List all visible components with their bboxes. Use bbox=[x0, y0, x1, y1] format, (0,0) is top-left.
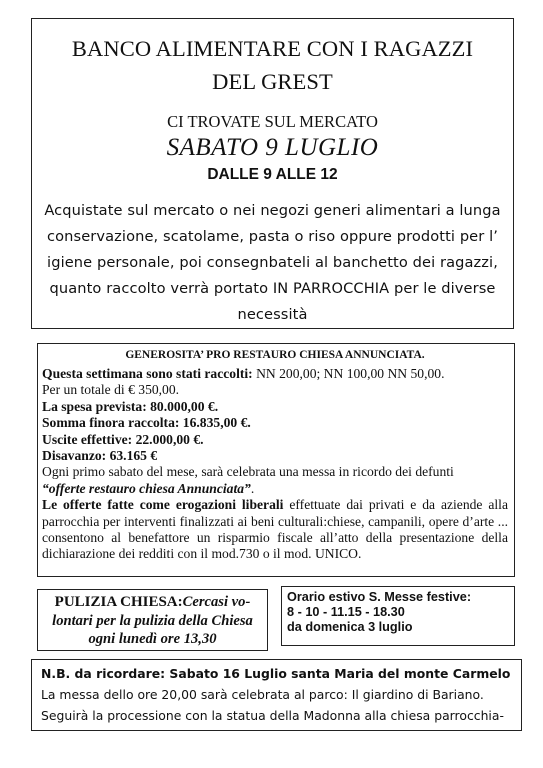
monthly-mass-text: Ogni primo sabato del mese, sarà celebrata una messa in ricordo dei defunti bbox=[42, 464, 454, 480]
total-line: Per un totale di € 350,00. bbox=[42, 382, 180, 398]
cleaning-line3: ogni lunedì ore 13,30 bbox=[88, 631, 217, 647]
announcement-body-line: conservazione, scatolame, pasta o riso oppure prodotti per l’ bbox=[47, 228, 498, 245]
reminder-line1: La messa dello ore 20,00 sarà celebrata al parco: Il giardino di Bariano. bbox=[41, 687, 484, 702]
cleaning-line1 bbox=[38, 593, 267, 612]
deficit-line: Disavanzo: 63.165 € bbox=[42, 448, 158, 464]
collected-line bbox=[42, 366, 508, 382]
mass-schedule-from: da domenica 3 luglio bbox=[287, 620, 413, 634]
monthly-mass-end: . bbox=[250, 480, 255, 496]
outgoing-line: Uscite effettive: 22.000,00 €. bbox=[42, 431, 204, 447]
tax-deduction-label: Le offerte fatte come erogazioni liberali bbox=[42, 497, 284, 513]
generosity-title: GENEROSITA’ PRO RESTAURO CHIESA ANNUNCIATA. bbox=[125, 349, 425, 361]
mass-schedule-times: 8 - 10 - 11.15 - 18.30 bbox=[287, 605, 405, 619]
reminder-note bbox=[31, 659, 522, 731]
tax-deduction-note bbox=[42, 497, 508, 563]
expected-line: La spesa prevista: 80.000,00 €. bbox=[42, 398, 219, 414]
reminder-title: N.B. da ricordare: Sabato 16 Luglio santa Maria del monte Carmelo bbox=[41, 666, 511, 681]
announcement-body-line: quanto raccolto verrà portato IN PARROCCHIA per le diverse bbox=[49, 280, 496, 297]
announcement-date: SABATO 9 LUGLIO bbox=[166, 134, 379, 161]
announcement-location: CI TROVATE SUL MERCATO bbox=[167, 112, 378, 131]
monthly-mass-quote: “offerte restauro chiesa Annunciata” bbox=[42, 480, 251, 496]
mass-schedule-title: Orario estivo S. Messe festive: bbox=[287, 590, 472, 604]
reminder-line2: Seguirà la processione con la statua della Madonna alla chiesa parrocchia- bbox=[41, 708, 504, 723]
announcement-title-line1: BANCO ALIMENTARE CON I RAGAZZI bbox=[71, 36, 474, 61]
announcement-title-line2: DEL GREST bbox=[212, 69, 333, 94]
announcement-body-line: Acquistate sul mercato o nei negozi generi alimentari a lunga bbox=[44, 202, 501, 219]
tax-deduction-text: effettuate dai privati e da aziende alla parrocchia per interventi finalizzati ai beni culturali:chiese, campanili, opere d’arte ... consentono al benefattore un risparmio fiscale all’atto della presentazione della dichiarazione dei redditi con il mod.730 o il mod. UNICO. bbox=[42, 497, 508, 562]
food-bank-announcement bbox=[31, 18, 514, 329]
raised-line: Somma finora raccolta: 16.835,00 €. bbox=[42, 415, 251, 431]
cleaning-line2: lontari per la pulizia della Chiesa bbox=[52, 612, 253, 629]
church-cleaning-notice bbox=[37, 589, 268, 651]
monthly-mass-note bbox=[42, 464, 508, 497]
cleaning-label: PULIZIA CHIESA: bbox=[54, 594, 183, 610]
mass-schedule bbox=[281, 586, 515, 646]
announcement-body-line: necessità bbox=[237, 306, 308, 323]
collected-values: NN 200,00; NN 100,00 NN 50,00. bbox=[252, 366, 445, 381]
collected-label: Questa settimana sono stati raccolti: bbox=[42, 366, 253, 381]
announcement-body-line: igiene personale, poi consegnbateli al banchetto dei ragazzi, bbox=[47, 254, 498, 271]
announcement-body bbox=[40, 198, 505, 328]
cleaning-line1-rest: Cercasi vo- bbox=[182, 594, 251, 610]
announcement-hours: DALLE 9 ALLE 12 bbox=[207, 166, 338, 183]
generosity-section bbox=[37, 343, 515, 577]
announcement-title bbox=[32, 32, 513, 98]
